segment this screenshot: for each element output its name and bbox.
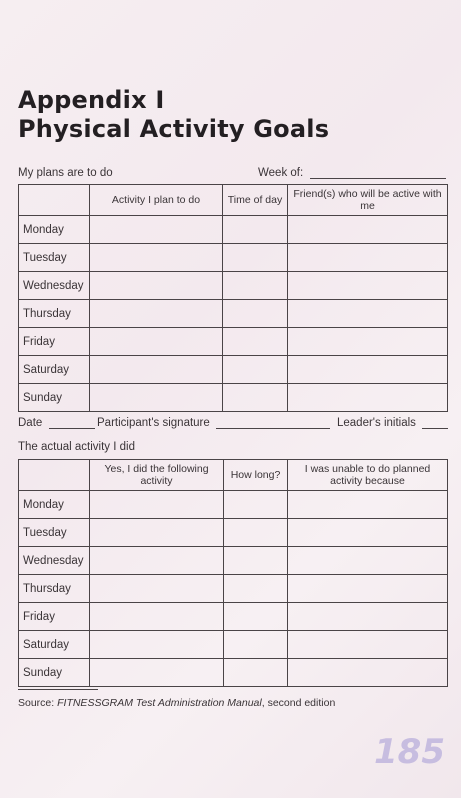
table-row: [19, 328, 448, 356]
table-row: [19, 547, 448, 575]
table-row: [19, 491, 448, 519]
cell[interactable]: [224, 659, 288, 687]
cell[interactable]: [288, 216, 448, 244]
day-label: Monday: [19, 216, 90, 244]
cell[interactable]: [223, 384, 288, 412]
cell[interactable]: [288, 603, 448, 631]
participant-signature-line: [216, 428, 330, 429]
table-row: [19, 272, 448, 300]
cell[interactable]: [90, 300, 223, 328]
leader-initials-field[interactable]: [337, 417, 448, 429]
cell[interactable]: [288, 244, 448, 272]
cell[interactable]: [90, 356, 223, 384]
week-of-line: [310, 178, 446, 179]
cell[interactable]: [90, 659, 224, 687]
cell[interactable]: [90, 384, 223, 412]
date-label: Date: [18, 417, 43, 429]
day-label: Tuesday: [19, 244, 90, 272]
leader-initials-label: Leader's initials: [337, 417, 416, 429]
cell[interactable]: [288, 659, 448, 687]
source-suffix: , second edition: [261, 697, 336, 709]
page-title: [18, 86, 329, 144]
table-row: [19, 519, 448, 547]
cell[interactable]: [223, 272, 288, 300]
day-label: Tuesday: [19, 519, 90, 547]
table-row: [19, 244, 448, 272]
cell[interactable]: [288, 631, 448, 659]
cell[interactable]: [288, 547, 448, 575]
date-field[interactable]: [18, 417, 95, 429]
cell[interactable]: [288, 272, 448, 300]
cell[interactable]: [288, 575, 448, 603]
date-line: [49, 428, 95, 429]
actual-header-how-long: How long?: [224, 460, 288, 491]
cell[interactable]: [288, 328, 448, 356]
cell[interactable]: [224, 575, 288, 603]
cell[interactable]: [223, 244, 288, 272]
source-title: FITNESSGRAM Test Administration Manual: [57, 697, 262, 709]
table-row: [19, 603, 448, 631]
cell[interactable]: [90, 244, 223, 272]
day-label: Saturday: [19, 631, 90, 659]
plans-table: [18, 184, 448, 412]
participant-signature-label: Participant's signature: [97, 417, 210, 429]
plans-header-time: Time of day: [223, 185, 288, 216]
day-label: Sunday: [19, 659, 90, 687]
plans-header-friends: Friend(s) who will be active with me: [288, 185, 448, 216]
table-row: [19, 575, 448, 603]
plans-header-day: [19, 185, 90, 216]
day-label: Thursday: [19, 300, 90, 328]
cell[interactable]: [224, 519, 288, 547]
cell[interactable]: [224, 547, 288, 575]
cell[interactable]: [223, 300, 288, 328]
source-divider: [18, 689, 98, 690]
cell[interactable]: [223, 328, 288, 356]
page-number: 185: [374, 732, 445, 772]
day-label: Wednesday: [19, 547, 90, 575]
leader-initials-line: [422, 428, 448, 429]
cell[interactable]: [224, 603, 288, 631]
table-row: [19, 659, 448, 687]
cell[interactable]: [224, 491, 288, 519]
plans-header-activity: Activity I plan to do: [90, 185, 223, 216]
cell[interactable]: [90, 575, 224, 603]
day-label: Monday: [19, 491, 90, 519]
cell[interactable]: [90, 519, 224, 547]
week-of-label: Week of:: [258, 167, 304, 179]
appendix-heading: Appendix I: [18, 86, 165, 114]
week-of-field[interactable]: [258, 167, 446, 179]
plans-header-row: [19, 185, 448, 216]
table-row: [19, 631, 448, 659]
source-citation: [18, 697, 335, 709]
cell[interactable]: [90, 491, 224, 519]
plans-label: My plans are to do: [18, 167, 113, 179]
day-label: Thursday: [19, 575, 90, 603]
cell[interactable]: [288, 519, 448, 547]
cell[interactable]: [90, 603, 224, 631]
actual-header-row: [19, 460, 448, 491]
cell[interactable]: [288, 300, 448, 328]
actual-header-day: [19, 460, 90, 491]
actual-header-activity: Yes, I did the following activity: [90, 460, 224, 491]
cell[interactable]: [90, 272, 223, 300]
table-row: [19, 300, 448, 328]
cell[interactable]: [224, 631, 288, 659]
cell[interactable]: [90, 631, 224, 659]
cell[interactable]: [288, 491, 448, 519]
cell[interactable]: [288, 356, 448, 384]
cell[interactable]: [223, 216, 288, 244]
actual-header-reason: I was unable to do planned activity because: [288, 460, 448, 491]
actual-label: The actual activity I did: [18, 441, 135, 453]
day-label: Sunday: [19, 384, 90, 412]
day-label: Saturday: [19, 356, 90, 384]
table-row: [19, 216, 448, 244]
cell[interactable]: [90, 547, 224, 575]
day-label: Friday: [19, 603, 90, 631]
table-row: [19, 384, 448, 412]
appendix-subheading: Physical Activity Goals: [18, 115, 330, 143]
participant-signature-field[interactable]: [97, 417, 330, 429]
cell[interactable]: [90, 328, 223, 356]
table-row: [19, 356, 448, 384]
cell[interactable]: [223, 356, 288, 384]
cell[interactable]: [288, 384, 448, 412]
source-prefix: Source:: [18, 697, 58, 709]
day-label: Wednesday: [19, 272, 90, 300]
cell[interactable]: [90, 216, 223, 244]
day-label: Friday: [19, 328, 90, 356]
actual-table: [18, 459, 448, 687]
